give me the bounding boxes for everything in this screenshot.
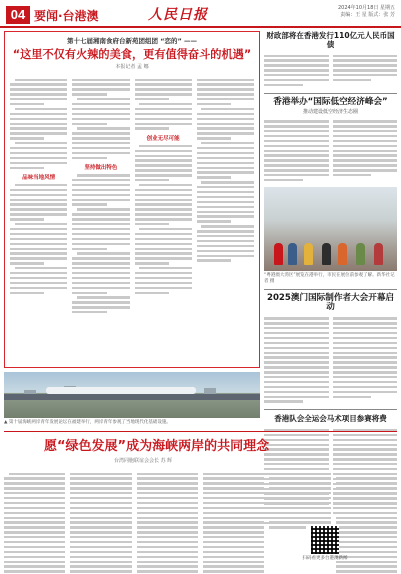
story-body xyxy=(264,118,397,184)
divider xyxy=(264,409,397,410)
train-shape xyxy=(46,387,196,394)
body-column xyxy=(197,76,254,344)
body-column xyxy=(10,76,67,344)
page-header xyxy=(0,0,401,28)
article-subhead: 创业无尽可能 xyxy=(146,135,180,142)
story-subheadline: 推动建设低空经济生态圈 xyxy=(302,108,358,115)
story-headline[interactable]: 2025澳门国际制作者大会开幕启动 xyxy=(266,292,395,312)
article-body xyxy=(10,76,254,344)
photo-caption: “粤港澳大湾区”展览在港举行，市民在展位前参观了解。新华社记者 摄 xyxy=(264,272,395,284)
article-headline[interactable]: “这里不仅有火辣的美食，更有值得奋斗的机遇” xyxy=(12,48,252,61)
article-subhead: 品味当地风情 xyxy=(22,174,56,181)
article-headline[interactable]: 愿“绿色发展”成为海峡两岸的共同理念 xyxy=(44,439,270,454)
newspaper-logo: 人民日报 xyxy=(148,7,208,23)
article-kicker: 第十七届湘南食府台新苑团组团 “恋的” —— xyxy=(66,37,198,45)
editor-credit: 责编：王 星 版式：张 芳 xyxy=(340,11,395,18)
article-byline: 台湾同胞联谊会会长 苏 辉 xyxy=(114,458,173,464)
article-byline: 本报记者 孟 娜 xyxy=(115,64,149,70)
divider xyxy=(264,289,397,290)
wide-news-photo xyxy=(4,372,260,418)
header-meta xyxy=(285,5,395,18)
article-subhead: 坚持做出特色 xyxy=(84,165,118,172)
qr-caption: 扫码看更多台港澳新闻 xyxy=(302,556,348,561)
story-body xyxy=(264,315,397,406)
story-headline[interactable]: 香港队会全运会马术项目参赛将费 xyxy=(274,414,387,424)
section-title: 要闻·台港澳 xyxy=(34,9,99,23)
page-number: 04 xyxy=(6,6,30,24)
wide-photo-caption: ▲ 第十届海峡两岸青年发展论坛在福建举行，两岸青年参观了当地现代化基础设施。 xyxy=(4,420,171,425)
body-column xyxy=(135,76,192,344)
story-body xyxy=(264,52,397,89)
body-column xyxy=(72,76,129,344)
news-photo xyxy=(264,187,397,271)
lead-article[interactable] xyxy=(4,31,260,368)
issue-date: 2024年10月18日 星期五 xyxy=(337,5,395,11)
story-headline[interactable]: 财政部将在香港发行110亿元人民币国债 xyxy=(266,31,395,49)
story-headline[interactable]: 香港举办“国际低空经济峰会” xyxy=(273,96,388,107)
divider xyxy=(264,93,397,94)
bridge-shape xyxy=(4,394,260,400)
qr-code[interactable] xyxy=(311,526,339,554)
